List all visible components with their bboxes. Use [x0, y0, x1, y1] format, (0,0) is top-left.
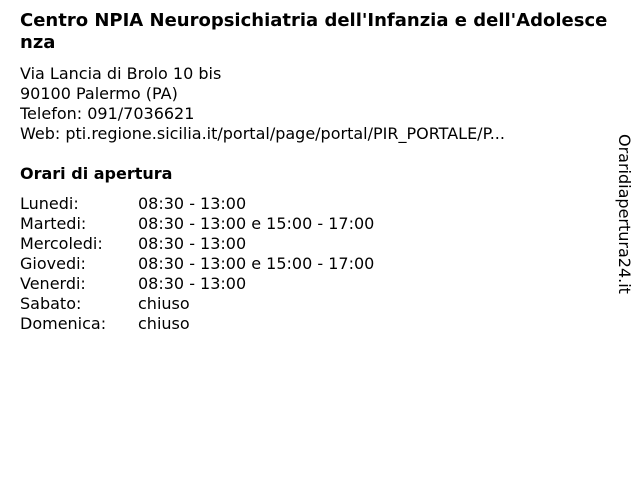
hours-row-monday [20, 194, 374, 214]
hours-row-saturday [20, 294, 374, 314]
day-hours: 08:30 - 13:00 [138, 274, 247, 293]
day-label: Lunedi: [20, 194, 79, 213]
hours-row-thursday [20, 254, 374, 274]
day-label: Giovedi: [20, 254, 86, 273]
page-title: Centro NPIA Neuropsichiatria dell'Infanzia e dell'Adolescenza [20, 10, 608, 53]
day-label: Venerdi: [20, 274, 86, 293]
day-label: Sabato: [20, 294, 82, 313]
day-label: Mercoledi: [20, 234, 103, 253]
day-hours: chiuso [138, 294, 190, 313]
website-link[interactable]: Web: pti.regione.sicilia.it/portal/page/portal/PIR_PORTALE/P... [20, 124, 505, 143]
day-hours: 08:30 - 13:00 e 15:00 - 17:00 [138, 214, 375, 233]
address-block [20, 64, 600, 144]
opening-hours-table [20, 194, 374, 334]
hours-row-wednesday [20, 234, 374, 254]
city-address: 90100 Palermo (PA) [20, 84, 178, 103]
day-hours: chiuso [138, 314, 190, 333]
day-hours: 08:30 - 13:00 [138, 194, 247, 213]
hours-row-sunday [20, 314, 374, 334]
phone-number: Telefon: 091/7036621 [20, 104, 195, 123]
hours-row-friday [20, 274, 374, 294]
street-address: Via Lancia di Brolo 10 bis [20, 64, 222, 83]
day-label: Martedi: [20, 214, 87, 233]
hours-row-tuesday [20, 214, 374, 234]
day-hours: 08:30 - 13:00 e 15:00 - 17:00 [138, 254, 375, 273]
site-brand-vertical: Oraridiapertura24.it [615, 134, 634, 294]
opening-hours-heading: Orari di apertura [20, 164, 173, 183]
day-label: Domenica: [20, 314, 107, 333]
day-hours: 08:30 - 13:00 [138, 234, 247, 253]
